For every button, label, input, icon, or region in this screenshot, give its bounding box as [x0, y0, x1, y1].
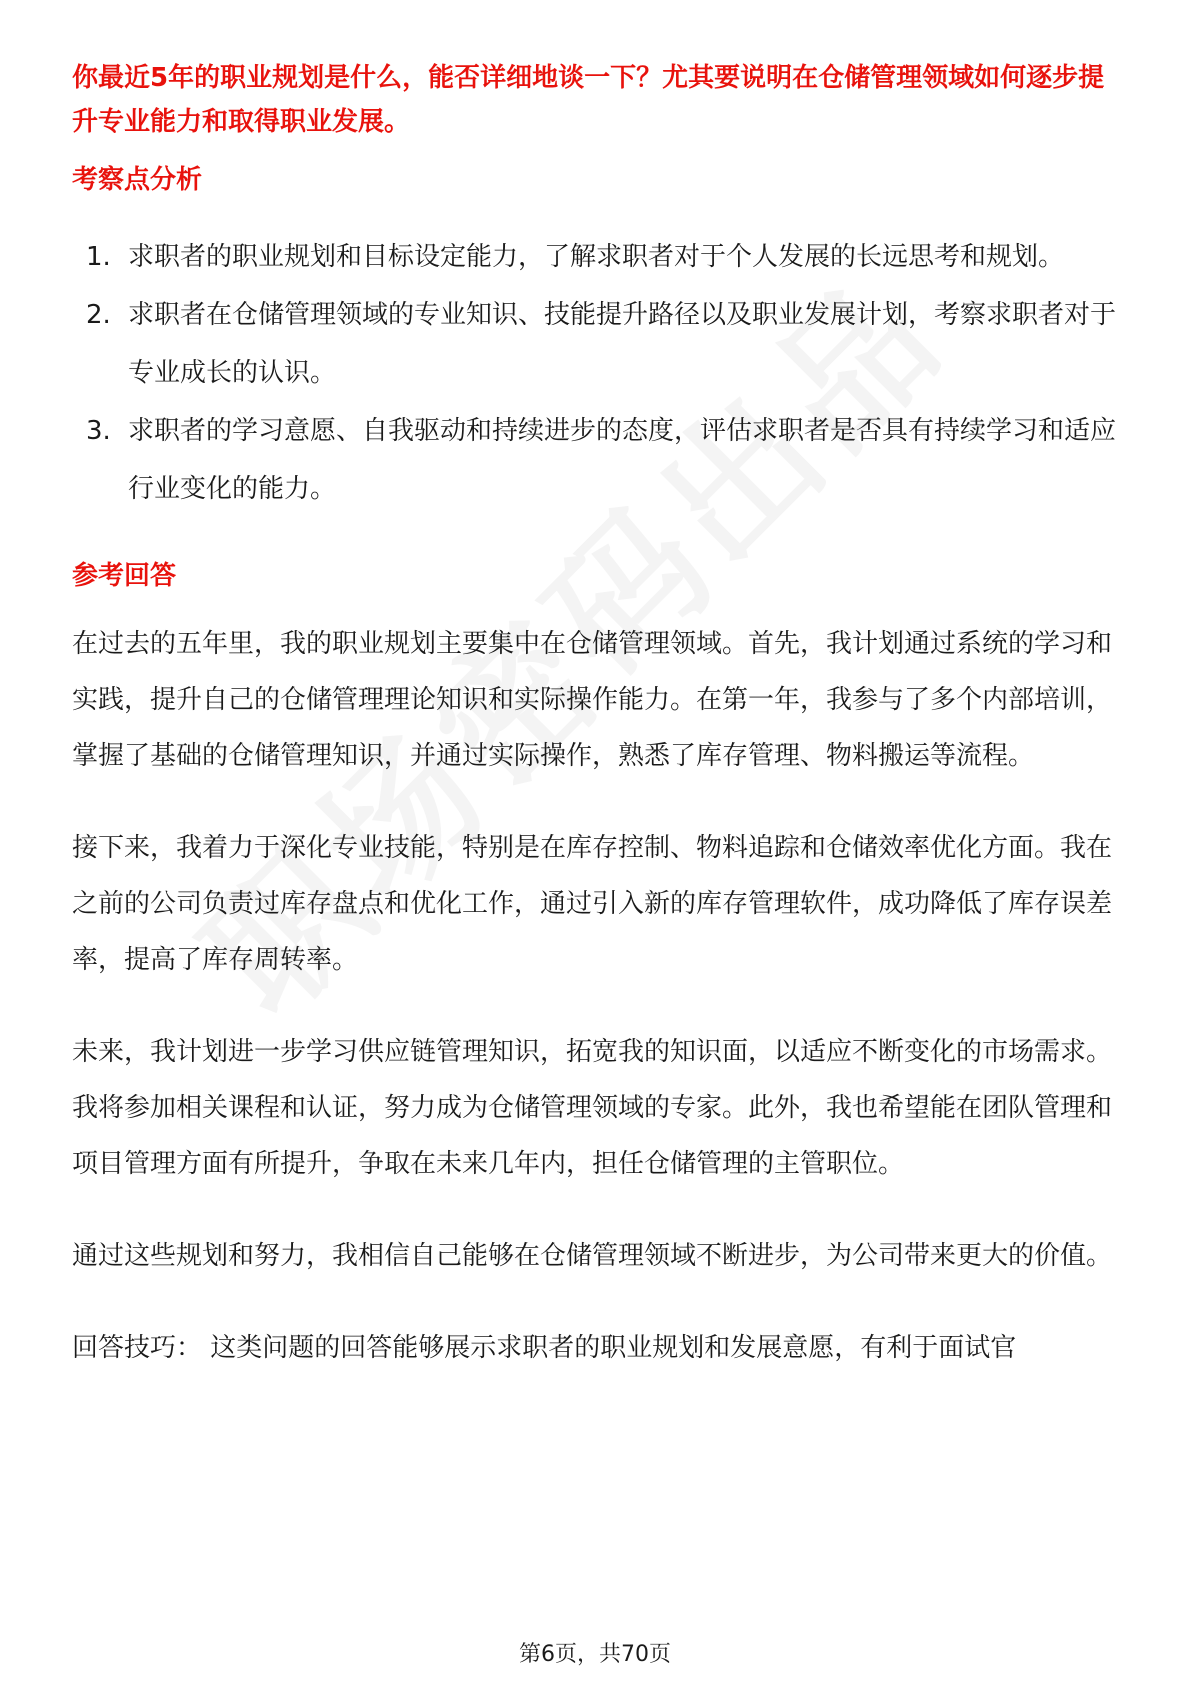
answer-paragraph: 接下来，我着力于深化专业技能，特别是在库存控制、物料追踪和仓储效率优化方面。我在之前的公司负责过库存盘点和优化工作，通过引入新的库存管理软件，成功降低了库存误差率，提高了库存周转率。 [72, 833, 1113, 975]
page-footer: 第6页，共70页 [519, 1642, 671, 1667]
answer-tip: 回答技巧： 这类问题的回答能够展示求职者的职业规划和发展意愿，有利于面试官 [72, 1333, 1017, 1363]
analysis-list [72, 228, 1122, 518]
analysis-item [72, 402, 1122, 518]
answer-paragraph: 通过这些规划和努力，我相信自己能够在仓储管理领域不断进步，为公司带来更大的价值。 [72, 1241, 1113, 1271]
answer-heading: 参考回答 [72, 561, 177, 591]
analysis-item-text: 求职者的学习意愿、自我驱动和持续进步的态度，评估求职者是否具有持续学习和适应行业变化的能力。 [128, 416, 1117, 504]
analysis-item-number: 3. [86, 416, 111, 446]
analysis-item-number: 1. [86, 242, 111, 272]
analysis-item [72, 228, 1122, 286]
analysis-item-text: 求职者在仓储管理领域的专业知识、技能提升路径以及职业发展计划，考察求职者对于专业成长的认识。 [128, 300, 1117, 388]
analysis-item [72, 286, 1122, 402]
document-page [72, 56, 1122, 1376]
analysis-item-text: 求职者的职业规划和目标设定能力，了解求职者对于个人发展的长远思考和规划。 [128, 242, 1065, 272]
analysis-heading: 考察点分析 [72, 165, 203, 195]
answer-paragraph: 未来，我计划进一步学习供应链管理知识，拓宽我的知识面，以适应不断变化的市场需求。我将参加相关课程和认证，努力成为仓储管理领域的专家。此外，我也希望能在团队管理和项目管理方面有所提升，争取在未来几年内，担任仓储管理的主管职位。 [72, 1037, 1113, 1179]
question-title: 你最近5年的职业规划是什么，能否详细地谈一下？尤其要说明在仓储管理领域如何逐步提升专业能力和取得职业发展。 [72, 63, 1105, 137]
analysis-item-number: 2. [86, 300, 111, 330]
answer-paragraph: 在过去的五年里，我的职业规划主要集中在仓储管理领域。首先，我计划通过系统的学习和实践，提升自己的仓储管理理论知识和实际操作能力。在第一年，我参与了多个内部培训，掌握了基础的仓储管理知识，并通过实际操作，熟悉了库存管理、物料搬运等流程。 [72, 629, 1113, 771]
